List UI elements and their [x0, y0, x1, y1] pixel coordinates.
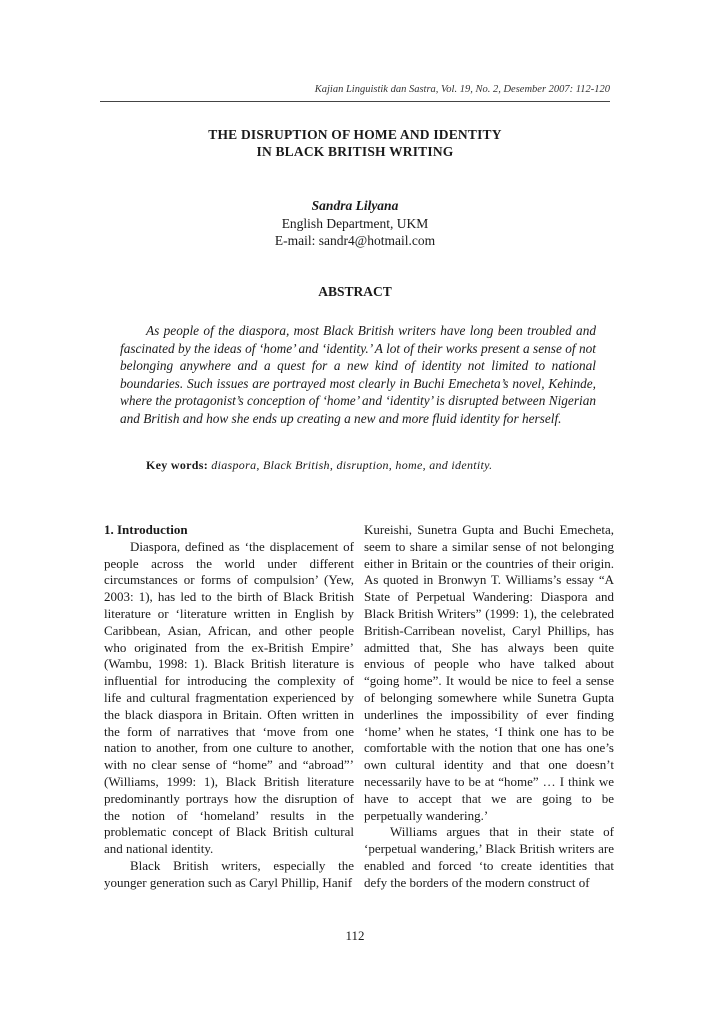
author-block [100, 197, 610, 250]
keywords-text: diaspora, Black British, disruption, home, and identity. [208, 458, 493, 472]
title-line-2: IN BLACK BRITISH WRITING [256, 144, 454, 159]
abstract-heading: ABSTRACT [318, 284, 392, 299]
page-number: 112 [345, 928, 365, 943]
paragraph: Diaspora, defined as ‘the displacement of people across the world under different circumstances or forms of compulsion’ (Yew, 2003: 1), has led to the birth of Black British literature or ‘literature written in English by Caribbean, Asian, African, and other people who originated from the ex-British Empire’ (Wambu, 1998: 1). Black British literature is influential for introducing the complexity of life and cultural fragmentation experienced by the black diaspora in Britain. Often written in the form of narratives that ‘move from one nation to another, from one culture to another, with no clear sense of “home” and “abroad”’ (Williams, 1999: 1), Black British literature predominantly portrays how the disruption of the notion of ‘homeland’ results in the problematic concept of Black British cultural and national identity. [104, 538, 354, 857]
body-column-right [364, 522, 614, 892]
paragraph: Williams argues that in their state of ‘perpetual wandering,’ Black British writers are enabled and forced ‘to create identities that defy the borders of the modern construct of [364, 824, 614, 890]
paragraph: Kureishi, Sunetra Gupta and Buchi Emecheta, seem to share a similar sense of not belonging either in Britain or the countries of their origin. As quoted in Bronwyn T. Williams’s essay “A State of Perpetual Wandering: Diaspora and Black British Writers” (1999: 1), the celebrated British-Carribean novelist, Caryl Phillips, has admitted that, She has always been quite envious of people who have talked about “going home”. It would be nice to feel a sense of belonging somewhere while Sunetra Gupta underlines the impossibility of ever finding ‘home’ when he states, ‘I think one has to be comfortable with the notion that one has one’s own cultural identity and that one doesn’t necessarily have to be at “home” … I think we have to accept that we are going to be perpetually wandering.’ [364, 522, 614, 823]
paragraph: Black British writers, especially the younger generation such as Caryl Phillip, Hanif [104, 857, 354, 890]
body-column-left [104, 522, 354, 892]
author-email: E-mail: sandr4@hotmail.com [274, 233, 436, 248]
author-department: English Department, UKM [281, 215, 429, 231]
author-name: Sandra Lilyana [311, 198, 399, 213]
header-rule [100, 101, 610, 102]
title-line-1: THE DISRUPTION OF HOME AND IDENTITY [208, 127, 502, 142]
section-heading: 1. Introduction [104, 522, 188, 537]
keywords-label: Key words: [146, 458, 208, 472]
article-title [100, 126, 610, 160]
abstract-text: As people of the diaspora, most Black British writers have long been troubled and fascinated by the ideas of ‘home’ and ‘identity.’ A lot of their works present a sense of not belonging anywhere and a quest for a new kind of identity not limited to national boundaries. Such issues are portrayed most clearly in Buchi Emecheta’s novel, Kehinde, where the protagonist’s conception of ‘home’ and ‘identity’ is disrupted between Nigerian and British and how she ends up creating a new and more fluid identity for herself. [120, 323, 596, 426]
keywords [146, 458, 606, 473]
running-head: Kajian Linguistik dan Sastra, Vol. 19, No. 2, Desember 2007: 112-120 [314, 84, 610, 95]
